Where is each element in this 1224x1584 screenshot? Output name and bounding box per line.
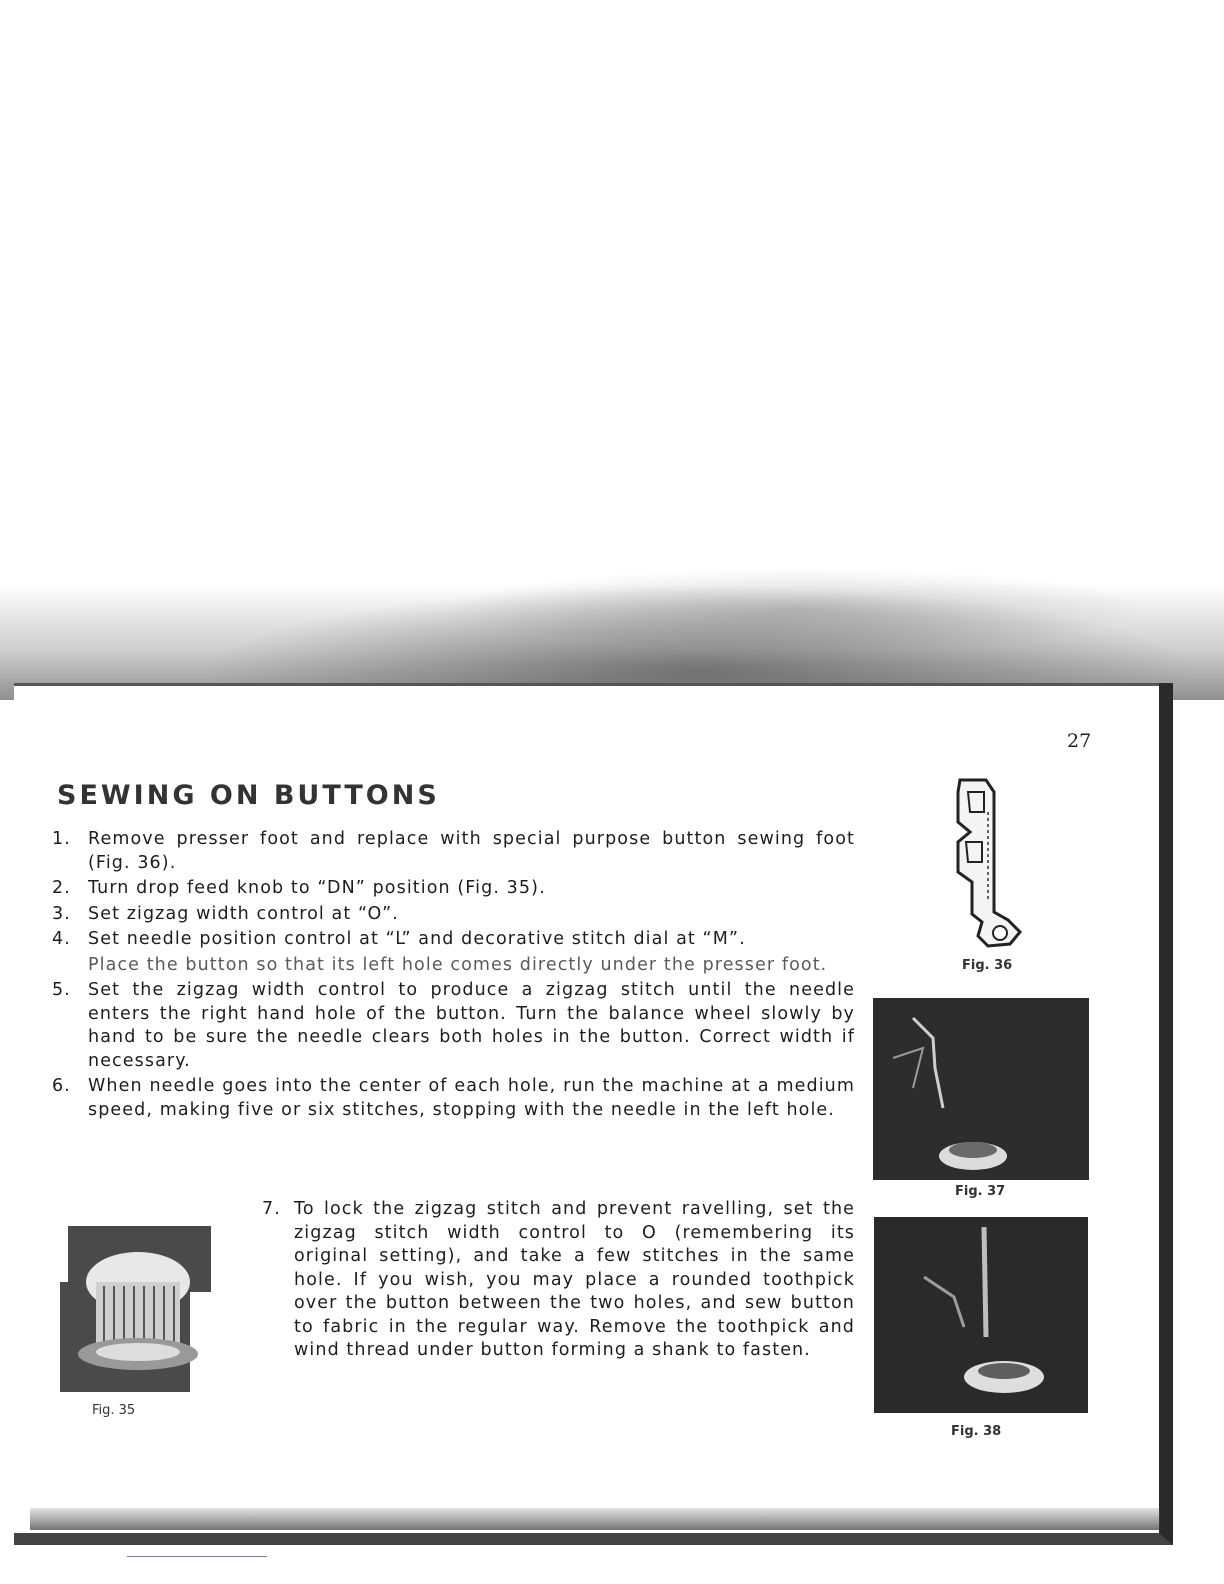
fig-35-photo-detail [60,1222,211,1392]
step-text: Place the button so that its left hole comes directly under the presser foot. [88,954,828,975]
step-number: 3. [52,903,71,924]
step-text: Turn drop feed knob to “DN” position (Fig. 35). [88,878,546,898]
step-6 [52,1075,855,1122]
step-2 [52,877,855,901]
fig-37-caption: Fig. 37 [955,1184,1006,1199]
step-text: When needle goes into the center of each hole, run the machine at a medium speed, making five or six stitches, stopping with the needle in the left hole. [88,1076,855,1120]
step-4 [52,928,855,952]
step-text: Set the zigzag width control to produce a zigzag stitch until the needle enters the right hand hole of the button. Turn the balance wheel slowly by hand to be sure the needle clears both holes in the button. Correct width if necessary. [88,980,855,1071]
step-text: Set zigzag width control at “O”. [88,903,399,924]
fig-35-caption: Fig. 35 [92,1403,136,1418]
step-3 [52,903,855,927]
section-title: SEWING ON BUTTONS [57,780,440,811]
step-number: 6. [52,1076,71,1096]
steps-list [52,828,855,1124]
fig-35-photo [60,1222,211,1392]
fig-38-photo [874,1217,1088,1413]
fig-37-photo [873,998,1089,1180]
scan-bottom-strip [30,1508,1160,1530]
step-number: 5. [52,980,71,1000]
page-number: 27 [1067,730,1092,752]
fig-37-photo-detail [873,998,1089,1180]
step-5 [52,979,855,1073]
step-number: 1. [52,829,71,849]
fig-38-caption: Fig. 38 [951,1424,1002,1439]
step-text: To lock the zigzag stitch and prevent ravelling, set the zigzag stitch width control to O (remembering its original setting), and take a few stitches in the same hole. If you wish, you may place a rounded toothpick over the button between the two holes, and sew button to fabric in the regular way. Remove the toothpick and wind thread under button forming a shank to fasten. [294,1199,855,1360]
scan-edge-line [127,1556,267,1557]
scan-noise-band [0,440,1224,700]
step-text: Set needle position control at “L” and decorative stitch dial at “M”. [88,929,746,949]
fig-36-presser-foot-drawing [938,772,1058,952]
step-1 [52,828,855,875]
fig-36-caption: Fig. 36 [962,958,1013,973]
step-number: 2. [52,878,71,898]
step-place-button [52,954,855,978]
step-number: 4. [52,929,71,949]
step-number: 7. [262,1199,281,1219]
step-7 [262,1198,855,1363]
fig-38-photo-detail [874,1217,1088,1413]
step-text: Remove presser foot and replace with special purpose button sewing foot (Fig. 36). [88,829,855,873]
